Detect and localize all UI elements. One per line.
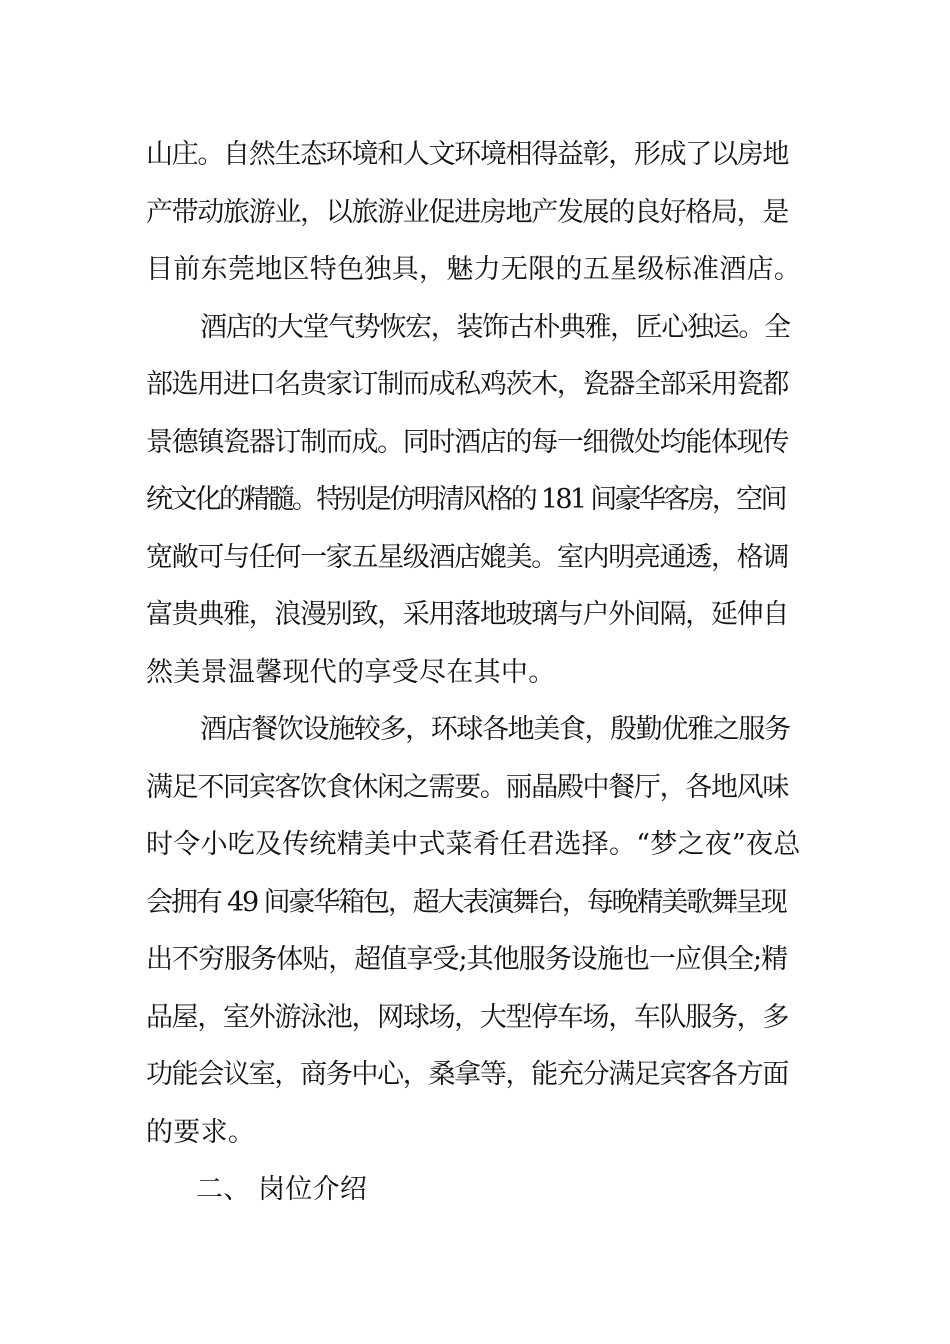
section-heading xyxy=(146,1161,808,1219)
document-body xyxy=(146,126,808,1219)
text-line: 景德镇瓷器订制而成。同时酒店的每一细微处均能体现传 xyxy=(146,426,788,458)
text-line: 宽敞可与任何一家五星级酒店媲美。室内明亮通透，格调 xyxy=(146,541,788,573)
text-line: 山庄。自然生态环境和人文环境相得益彰，形成了以房地 xyxy=(146,139,788,170)
text-line: 富贵典雅，浪漫别致，采用落地玻璃与户外间隔，延伸自 xyxy=(146,599,788,630)
text-line: 部选用进口名贵家订制而成私鸡茨木，瓷器全部采用瓷都 xyxy=(146,369,788,400)
section-number: 二、 xyxy=(196,1174,251,1205)
text-line: 然美景温馨现代的享受尽在其中。 xyxy=(146,656,556,688)
text-line: 的要求。 xyxy=(146,1116,256,1148)
paragraph-intro xyxy=(146,126,808,299)
text-line: 酒店餐饮设施较多，环球各地美食，殷勤优雅之服务 xyxy=(200,714,790,745)
text-line: 统文化的精髓。特别是仿明清风格的 181 间豪华客房，空间 xyxy=(146,484,785,515)
text-line: 功能会议室，商务中心，桑拿等，能充分满足宾客各方面 xyxy=(146,1059,788,1090)
text-line: 时令小吃及传统精美中式菜肴任君选择。“梦之夜”夜总 xyxy=(146,829,801,860)
text-line: 满足不同宾客饮食休闲之需要。丽晶殿中餐厅，各地风味 xyxy=(146,771,788,803)
text-line: 目前东莞地区特色独具，魅力无限的五星级标准酒店。 xyxy=(146,254,802,285)
paragraph-lobby xyxy=(146,299,808,702)
text-line: 品屋，室外游泳池，网球场，大型停车场，车队服务，多 xyxy=(146,1001,788,1033)
section-title: 岗位介绍 xyxy=(258,1174,368,1205)
text-line: 会拥有 49 间豪华箱包，超大表演舞台，每晚精美歌舞呈现 xyxy=(146,886,786,918)
text-line: 产带动旅游业，以旅游业促进房地产发展的良好格局，是 xyxy=(146,196,788,228)
text-line: 出不穷服务体贴，超值享受;其他服务设施也一应俱全;精 xyxy=(146,944,788,975)
text-line: 酒店的大堂气势恢宏，装饰古朴典雅，匠心独运。全 xyxy=(200,311,790,343)
paragraph-dining xyxy=(146,701,808,1161)
